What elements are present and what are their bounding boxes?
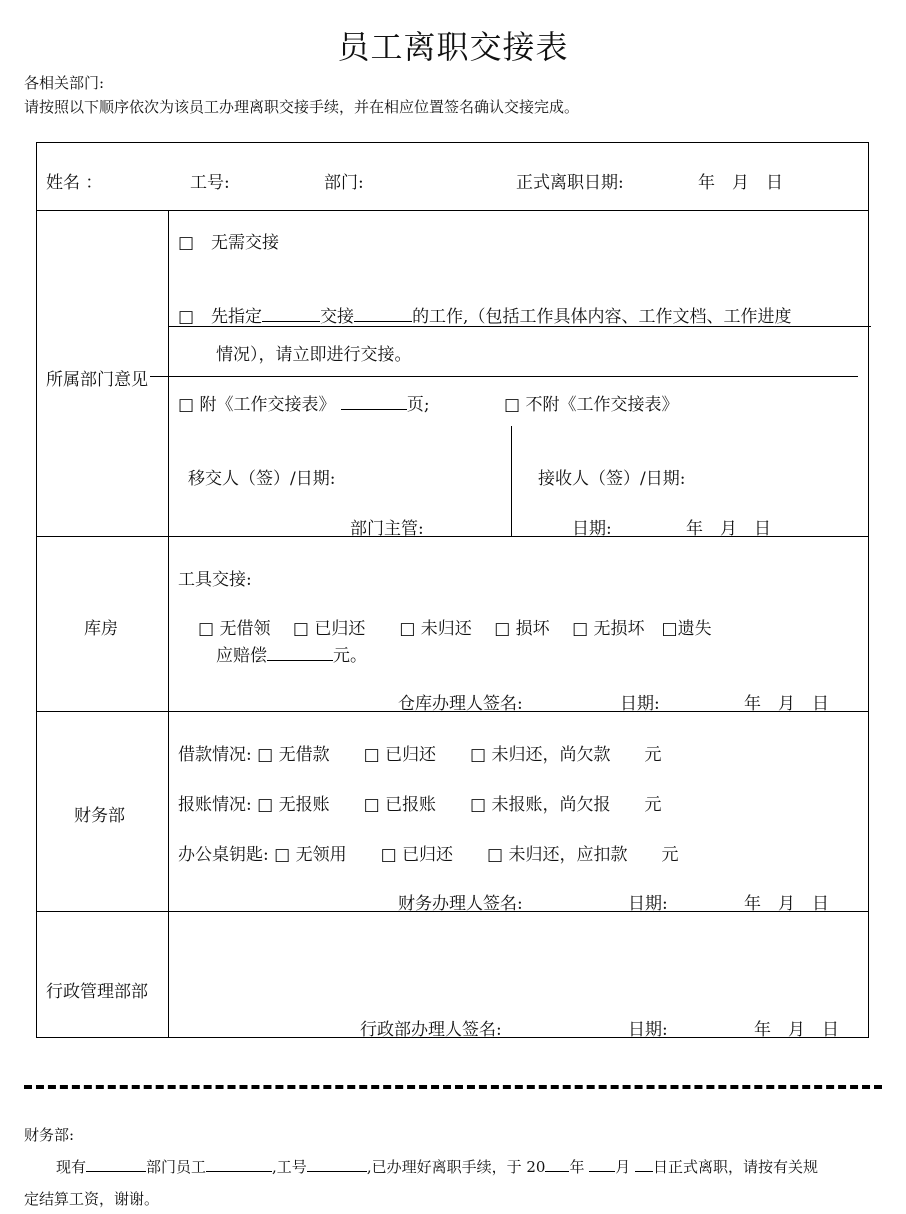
dept-section-label: 所属部门意见 (46, 370, 148, 390)
attach-worksheet: □ 附《工作交接表》 页; (178, 395, 430, 415)
admin-signer: 行政部办理人签名: (360, 1020, 502, 1040)
leave-date-ymd: 年 月 日 (698, 173, 783, 193)
admin-date-ymd: 年 月 日 (754, 1020, 839, 1040)
option-no-handover: □ 无需交接 (178, 233, 280, 253)
finance-date-label: 日期: (628, 894, 668, 914)
tools-handover-label: 工具交接: (178, 570, 252, 590)
addressee: 各相关部门: (24, 74, 105, 92)
option-assign-handover: □ 先指定 交接 的工作,（包括工作具体内容、工作文档、工作进度 (178, 307, 792, 327)
name-label: 姓名 ： (46, 173, 103, 193)
warehouse-signer: 仓库办理人签名: (398, 694, 523, 714)
leave-date-label: 正式离职日期: (516, 173, 624, 193)
tools-options: □ 无借领 □ 已归还 □ 未归还 □ 损坏 □ 无损坏 □遗失 (198, 619, 712, 639)
page-title: 员工离职交接表 (337, 28, 569, 66)
footer-notice-cont: 定结算工资，谢谢。 (24, 1190, 160, 1208)
no-attach-worksheet: □ 不附《工作交接表》 (504, 395, 679, 415)
option-assign-handover-cont: 情况），请立即进行交接。 (216, 345, 412, 365)
admin-date-label: 日期: (628, 1020, 668, 1040)
cut-line (24, 1085, 882, 1089)
compensation: 应赔偿 元。 (216, 646, 367, 666)
emp-no-label: 工号: (190, 173, 230, 193)
handover-person-sign: 移交人（签）/日期: (188, 469, 336, 489)
dept-label: 部门: (324, 173, 364, 193)
receiver-sign: 接收人（签）/日期: (538, 469, 686, 489)
instruction: 请按照以下顺序依次为该员工办理离职交接手续，并在相应位置签名确认交接完成。 (24, 98, 580, 116)
loan-status: 借款情况: □ 无借款 □ 已归还 □ 未归还，尚欠款 元 (178, 745, 662, 765)
dept-manager-sign: 部门主管: (350, 519, 424, 539)
dept-date-ymd: 年 月 日 (686, 519, 771, 539)
finance-date-ymd: 年 月 日 (744, 894, 829, 914)
footer-addressee: 财务部: (24, 1126, 75, 1144)
desk-key-status: 办公桌钥匙: □ 无领用 □ 已归还 □ 未归还，应扣款 元 (178, 845, 679, 865)
footer-notice: 现有 部门员工 ,工号 ,已办理好离职手续，于 20 年 月 日正式离职，请按有关规 (56, 1158, 819, 1176)
warehouse-date-ymd: 年 月 日 (744, 694, 829, 714)
finance-signer: 财务办理人签名: (398, 894, 523, 914)
dept-date-label: 日期: (572, 519, 612, 539)
reimburse-status: 报账情况: □ 无报账 □ 已报账 □ 未报账，尚欠报 元 (178, 795, 662, 815)
warehouse-date-label: 日期: (620, 694, 660, 714)
finance-label: 财务部 (74, 806, 125, 826)
admin-label: 行政管理部部 (46, 982, 148, 1002)
warehouse-label: 库房 (84, 619, 118, 639)
